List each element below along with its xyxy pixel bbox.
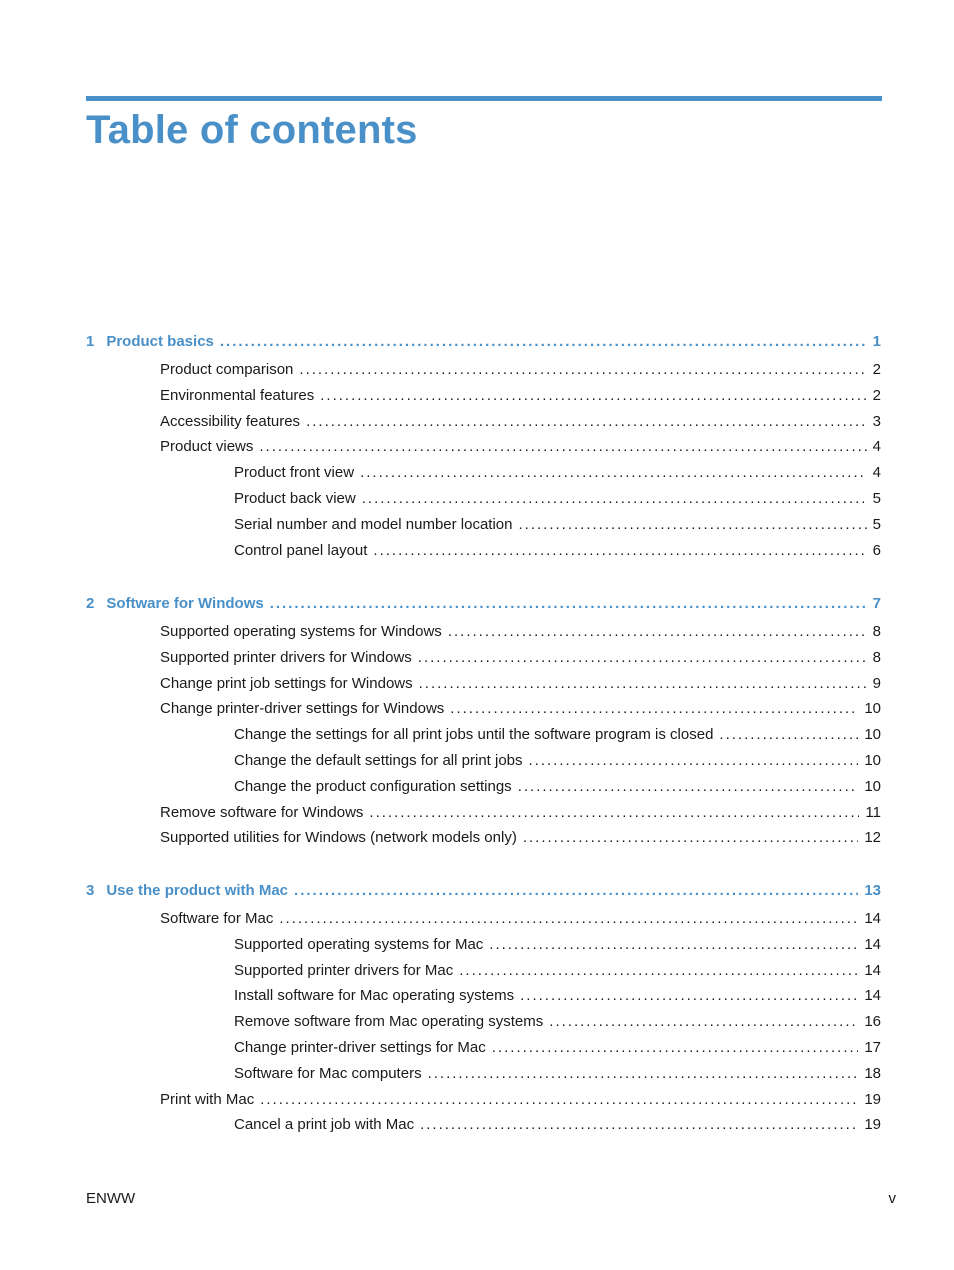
entry-page-number: 2 [872,361,881,378]
leader-dots [418,648,867,668]
toc-chapter-1[interactable] [86,332,881,352]
leader-dots [519,515,867,535]
chapter-number: 1 [86,333,95,350]
toc-entry[interactable] [160,412,881,432]
entry-page-number: 14 [864,961,881,979]
toc-entry[interactable] [160,674,881,694]
leader-dots [369,803,859,823]
toc-entry[interactable] [160,828,881,848]
entry-title: Change the product configuration settings [234,777,512,795]
entry-title: Product views [160,438,254,456]
entry-title: Serial number and model number location [234,515,513,533]
entry-title: Supported operating systems for Mac [234,935,484,953]
entry-title: Remove software for Windows [160,803,364,821]
entry-title: Change the settings for all print jobs until the software program is closed [234,726,714,744]
leader-dots [294,881,858,901]
entry-title: Product back view [234,490,356,507]
entry-page-number: 10 [864,726,881,744]
leader-dots [719,725,858,745]
entry-page-number: 19 [864,1090,881,1108]
chapter-number: 3 [86,882,95,899]
entry-page-number: 17 [864,1039,881,1056]
toc-entry[interactable] [234,1038,881,1058]
leader-dots [520,986,858,1006]
toc-entry[interactable] [234,1064,881,1084]
toc-chapter-2[interactable] [86,594,881,614]
entry-page-number: 5 [872,490,881,507]
entry-page-number: 10 [864,700,881,718]
chapter-title: Use the product with Mac [106,882,289,899]
toc-entry[interactable] [160,803,881,823]
toc-entry[interactable] [234,541,881,561]
leader-dots [373,541,866,561]
chapter-page-number: 1 [872,333,881,350]
entry-page-number: 8 [872,648,881,666]
leader-dots [270,594,867,614]
leader-dots [420,1115,858,1135]
entry-title: Remove software from Mac operating systems [234,1013,544,1031]
entry-title: Supported printer drivers for Windows [160,648,412,666]
entry-title: Supported printer drivers for Mac [234,961,454,979]
leader-dots [459,961,858,981]
entry-title: Change print job settings for Windows [160,674,413,692]
entry-page-number: 3 [872,412,881,430]
toc-entry[interactable] [160,386,881,406]
entry-page-number: 14 [864,935,881,953]
entry-page-number: 12 [864,829,881,847]
leader-dots [320,386,866,406]
entry-title: Change printer-driver settings for Mac [234,1039,486,1056]
entry-page-number: 6 [872,541,881,559]
entry-page-number: 8 [872,623,881,640]
toc-entry[interactable] [234,1012,881,1032]
entry-title: Install software for Mac operating systems [234,987,515,1005]
toc-entry[interactable] [234,751,881,771]
entry-page-number: 19 [864,1116,881,1134]
entry-title: Change the default settings for all print jobs [234,752,523,769]
toc-entry[interactable] [160,909,881,929]
chapter-title: Product basics [106,333,214,350]
leader-dots [260,1090,858,1110]
leader-dots [549,1012,858,1032]
entry-page-number: 4 [872,438,881,456]
entry-title: Software for Mac computers [234,1064,422,1082]
entry-title: Supported utilities for Windows (network models only) [160,829,517,847]
leader-dots [489,935,858,955]
chapter-page-number: 13 [864,882,881,899]
chapter-page-number: 7 [872,595,881,612]
entry-page-number: 5 [872,515,881,533]
entry-page-number: 10 [864,752,881,769]
entry-page-number: 14 [864,987,881,1005]
chapter-number: 2 [86,595,95,612]
leader-dots [518,777,859,797]
entry-title: Change printer-driver settings for Windows [160,700,445,718]
entry-page-number: 18 [864,1064,881,1082]
toc-entry[interactable] [234,463,881,483]
entry-title: Environmental features [160,386,315,404]
leader-dots [450,699,858,719]
entry-page-number: 10 [864,777,881,795]
footer-left-label: ENWW [86,1190,136,1207]
title-rule [86,96,882,101]
entry-page-number: 14 [864,910,881,927]
leader-dots [523,828,858,848]
page-title: Table of contents [86,108,418,152]
leader-dots [360,463,867,483]
toc-entry[interactable] [234,725,881,745]
footer-page-number: v [888,1190,896,1207]
toc-entry[interactable] [234,777,881,797]
toc-entry[interactable] [160,699,881,719]
leader-dots [259,437,866,457]
entry-page-number: 11 [865,803,881,821]
entry-title: Product front view [234,464,355,482]
leader-dots [220,332,867,352]
toc-entry[interactable] [234,986,881,1006]
entry-page-number: 16 [864,1013,881,1031]
leader-dots [428,1064,859,1084]
entry-title: Accessibility features [160,412,301,430]
leader-dots [306,412,867,432]
toc-entry[interactable] [234,1115,881,1135]
toc-chapter-3[interactable] [86,881,881,901]
leader-dots [529,751,859,771]
toc-entry[interactable] [160,437,881,457]
leader-dots [448,622,867,642]
entry-page-number: 2 [872,386,881,404]
chapter-title: Software for Windows [106,595,264,612]
toc-entry[interactable] [160,622,881,642]
leader-dots [492,1038,859,1058]
entry-title: Cancel a print job with Mac [234,1116,415,1134]
entry-title: Product comparison [160,361,294,378]
leader-dots [419,674,867,694]
entry-title: Print with Mac [160,1090,255,1108]
toc-entry[interactable] [234,935,881,955]
entry-page-number: 9 [872,674,881,692]
toc-entry[interactable] [160,648,881,668]
toc-entry[interactable] [160,360,881,380]
entry-title: Control panel layout [234,541,368,559]
toc-entry[interactable] [234,489,881,509]
toc-entry[interactable] [160,1090,881,1110]
leader-dots [362,489,867,509]
toc-entry[interactable] [234,515,881,535]
leader-dots [299,360,866,380]
entry-title: Software for Mac [160,910,274,927]
leader-dots [279,909,858,929]
toc-entry[interactable] [234,961,881,981]
entry-title: Supported operating systems for Windows [160,623,442,640]
entry-page-number: 4 [872,464,881,482]
